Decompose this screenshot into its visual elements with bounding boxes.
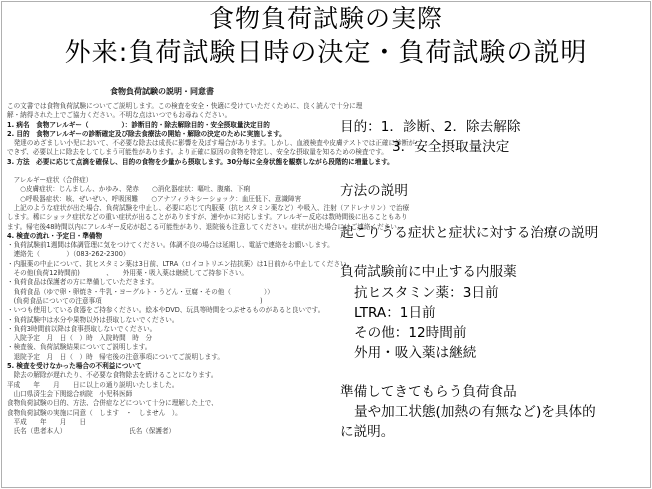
meds-heading: 負荷試験前に中止する内服薬 xyxy=(340,264,517,280)
meds-item-1: 抗ヒスタミン薬：3日前 xyxy=(354,285,499,301)
document-line: ・負荷試験中は水分や果物以外は摂取しないでください。 xyxy=(7,315,179,324)
meds-item-2: LTRA：1日前 xyxy=(354,305,436,321)
document-line: ○皮膚症状：じんましん、かゆみ、発赤 ○消化器症状：嘔吐、腹痛、下痢 xyxy=(7,185,251,194)
document-line: ます。帰宅後48時間以内にアレルギー反応が起こる可能性があり、退院後も注意してください。症状が出た場合にはご連絡ください。 xyxy=(7,222,404,231)
document-line: 山口県済生会下関総合病院 小児科医師 xyxy=(7,389,199,398)
document-line: 上記のような症状が出た場合、負荷試験を中止し、必要に応じて内服薬（抗ヒスタミン薬など）や吸入、注射（アドレナリン）で治療 xyxy=(7,203,410,212)
document-line: 退院予定 月 日（ ）時 帰宅後の注意事項についてご説明します。 xyxy=(7,352,224,361)
document-line: ・負荷3時間前以降は食事摂取しないでください。 xyxy=(7,324,157,333)
prep-line-2: に説明。 xyxy=(340,424,395,440)
document-line: できず、必要以上に除去をしてしまう可能性があります。より正確に原因の食物を特定し、安全な摂取量を知るための検査です。 xyxy=(7,148,388,157)
document-line: 負荷食品（ゆで卵・卵焼き・牛乳・ヨーグルト・うどん・豆腐・その他（ ）） xyxy=(7,287,274,296)
document-line xyxy=(7,167,317,176)
meds-item-3: その他：12時間前 xyxy=(354,325,467,341)
document-line: 連絡先（ ）（083-262-2300） xyxy=(7,250,130,259)
symptoms-text: 起こりうる症状と症状に対する治療の説明 xyxy=(340,225,599,241)
document-line: ・内服薬の中止について、抗ヒスタミン薬は3日前、LTRA（ロイコトリエン拮抗薬）は1日前から中止してください。 xyxy=(7,259,354,268)
document-line: 2. 目的 食物アレルギーの診断確定及び除去食療法の開始・解除の決定のために実施します。 xyxy=(7,129,286,138)
document-line: 4. 検査の流れ・予定日・準備物 xyxy=(7,231,103,240)
slide-title: 食物負荷試験の実際 xyxy=(208,4,443,33)
document-line: 解・納得された上でご協力ください。不明な点はいつでもお尋ねください。 xyxy=(7,111,232,120)
document-line: 平成 年 月 日 xyxy=(7,417,87,426)
document-line: ・負荷試験前1週間は体調管理に気をつけてください。体調不良の場合は延期し、電話で連絡をお願いします。 xyxy=(7,241,334,250)
document-line: 3. 方法 必要に応じて点滴を確保し、目的の食物を少量から摂取します。30分毎に全身状態を観察しながら段階的に増量します。 xyxy=(7,157,394,166)
purpose-line-2: 3．安全摂取量決定 xyxy=(392,139,510,155)
method-text: 方法の説明 xyxy=(340,183,408,199)
document-heading: 食物負荷試験の説明・同意書 xyxy=(110,87,214,96)
document-line: ○呼吸器症状：咳、ぜいぜい、呼吸困難 ○アナフィラキシーショック：血圧低下、意識障害 xyxy=(7,194,302,203)
document-line: 食物負荷試験の目的、方法、合併症などについて十分に理解した上で、 xyxy=(7,399,218,408)
document-line: ・検査後、負荷試験結果についてご説明します。 xyxy=(7,343,152,352)
document-line: 除去の解除が遅れたり、不必要な食物除去を続けることになります。 xyxy=(7,371,218,380)
document-line: します。稀にショック症状などの重い症状が出ることがありますが、速やかに対応します。アレルギー反応は数時間後に出ることもあり xyxy=(7,213,408,222)
purpose-line-1: 目的：1．診断、2．除去解除 xyxy=(340,119,521,135)
document-line: (負荷食品についての注意事項 ) xyxy=(7,296,263,305)
document-line: 入院予定 月 日（ ）時 入院時間 時 分 xyxy=(7,334,153,343)
document-line: この文書では食物負荷試験についてご説明します。この検査を安全・快適に受けていただくために、良く読んで十分に理 xyxy=(7,102,363,110)
slide-subtitle: 外来:負荷試験日時の決定・負荷試験の説明 xyxy=(64,38,588,68)
document-line: その他(負荷12時間前) 、 外用薬・吸入薬は継続してご持参下さい。 xyxy=(7,269,249,278)
document-line: 氏名（患者本人） 氏名（保護者） xyxy=(7,427,238,436)
document-line: 平成 年 月 日に以上の通り説明いたしました。 xyxy=(7,380,179,389)
document-line: 食物負荷試験の実施に同意（ します ・ しません ）。 xyxy=(7,408,182,417)
document-line: ・いつも使用している食器をご持参ください。絵本やDVD、玩具等時間をつぶせるものがあると良いです。 xyxy=(7,306,325,315)
meds-item-4: 外用・吸入薬は継続 xyxy=(354,345,477,361)
document-line: 1. 病名 食物アレルギー（ ）：診断目的・除去解除目的・安全摂取量決定目的 xyxy=(7,120,270,129)
document-line: 発達のめざましい小児において、不必要な除去は成長に影響を及ぼす場合があります。しかし、血液検査や皮膚テストでは正確に診断が xyxy=(7,139,415,148)
document-line: アレルギー症状（合併症） xyxy=(7,176,93,185)
document-line: 5. 検査を受けなかった場合の不利益について xyxy=(7,362,142,371)
prep-heading: 準備してきてもらう負荷食品 xyxy=(340,384,517,400)
document-line: ・負荷食品は保護者の方に準備していただきます。 xyxy=(7,278,159,287)
prep-line-1: 量や加工状態(加熱の有無など)を具体的 xyxy=(354,404,596,420)
